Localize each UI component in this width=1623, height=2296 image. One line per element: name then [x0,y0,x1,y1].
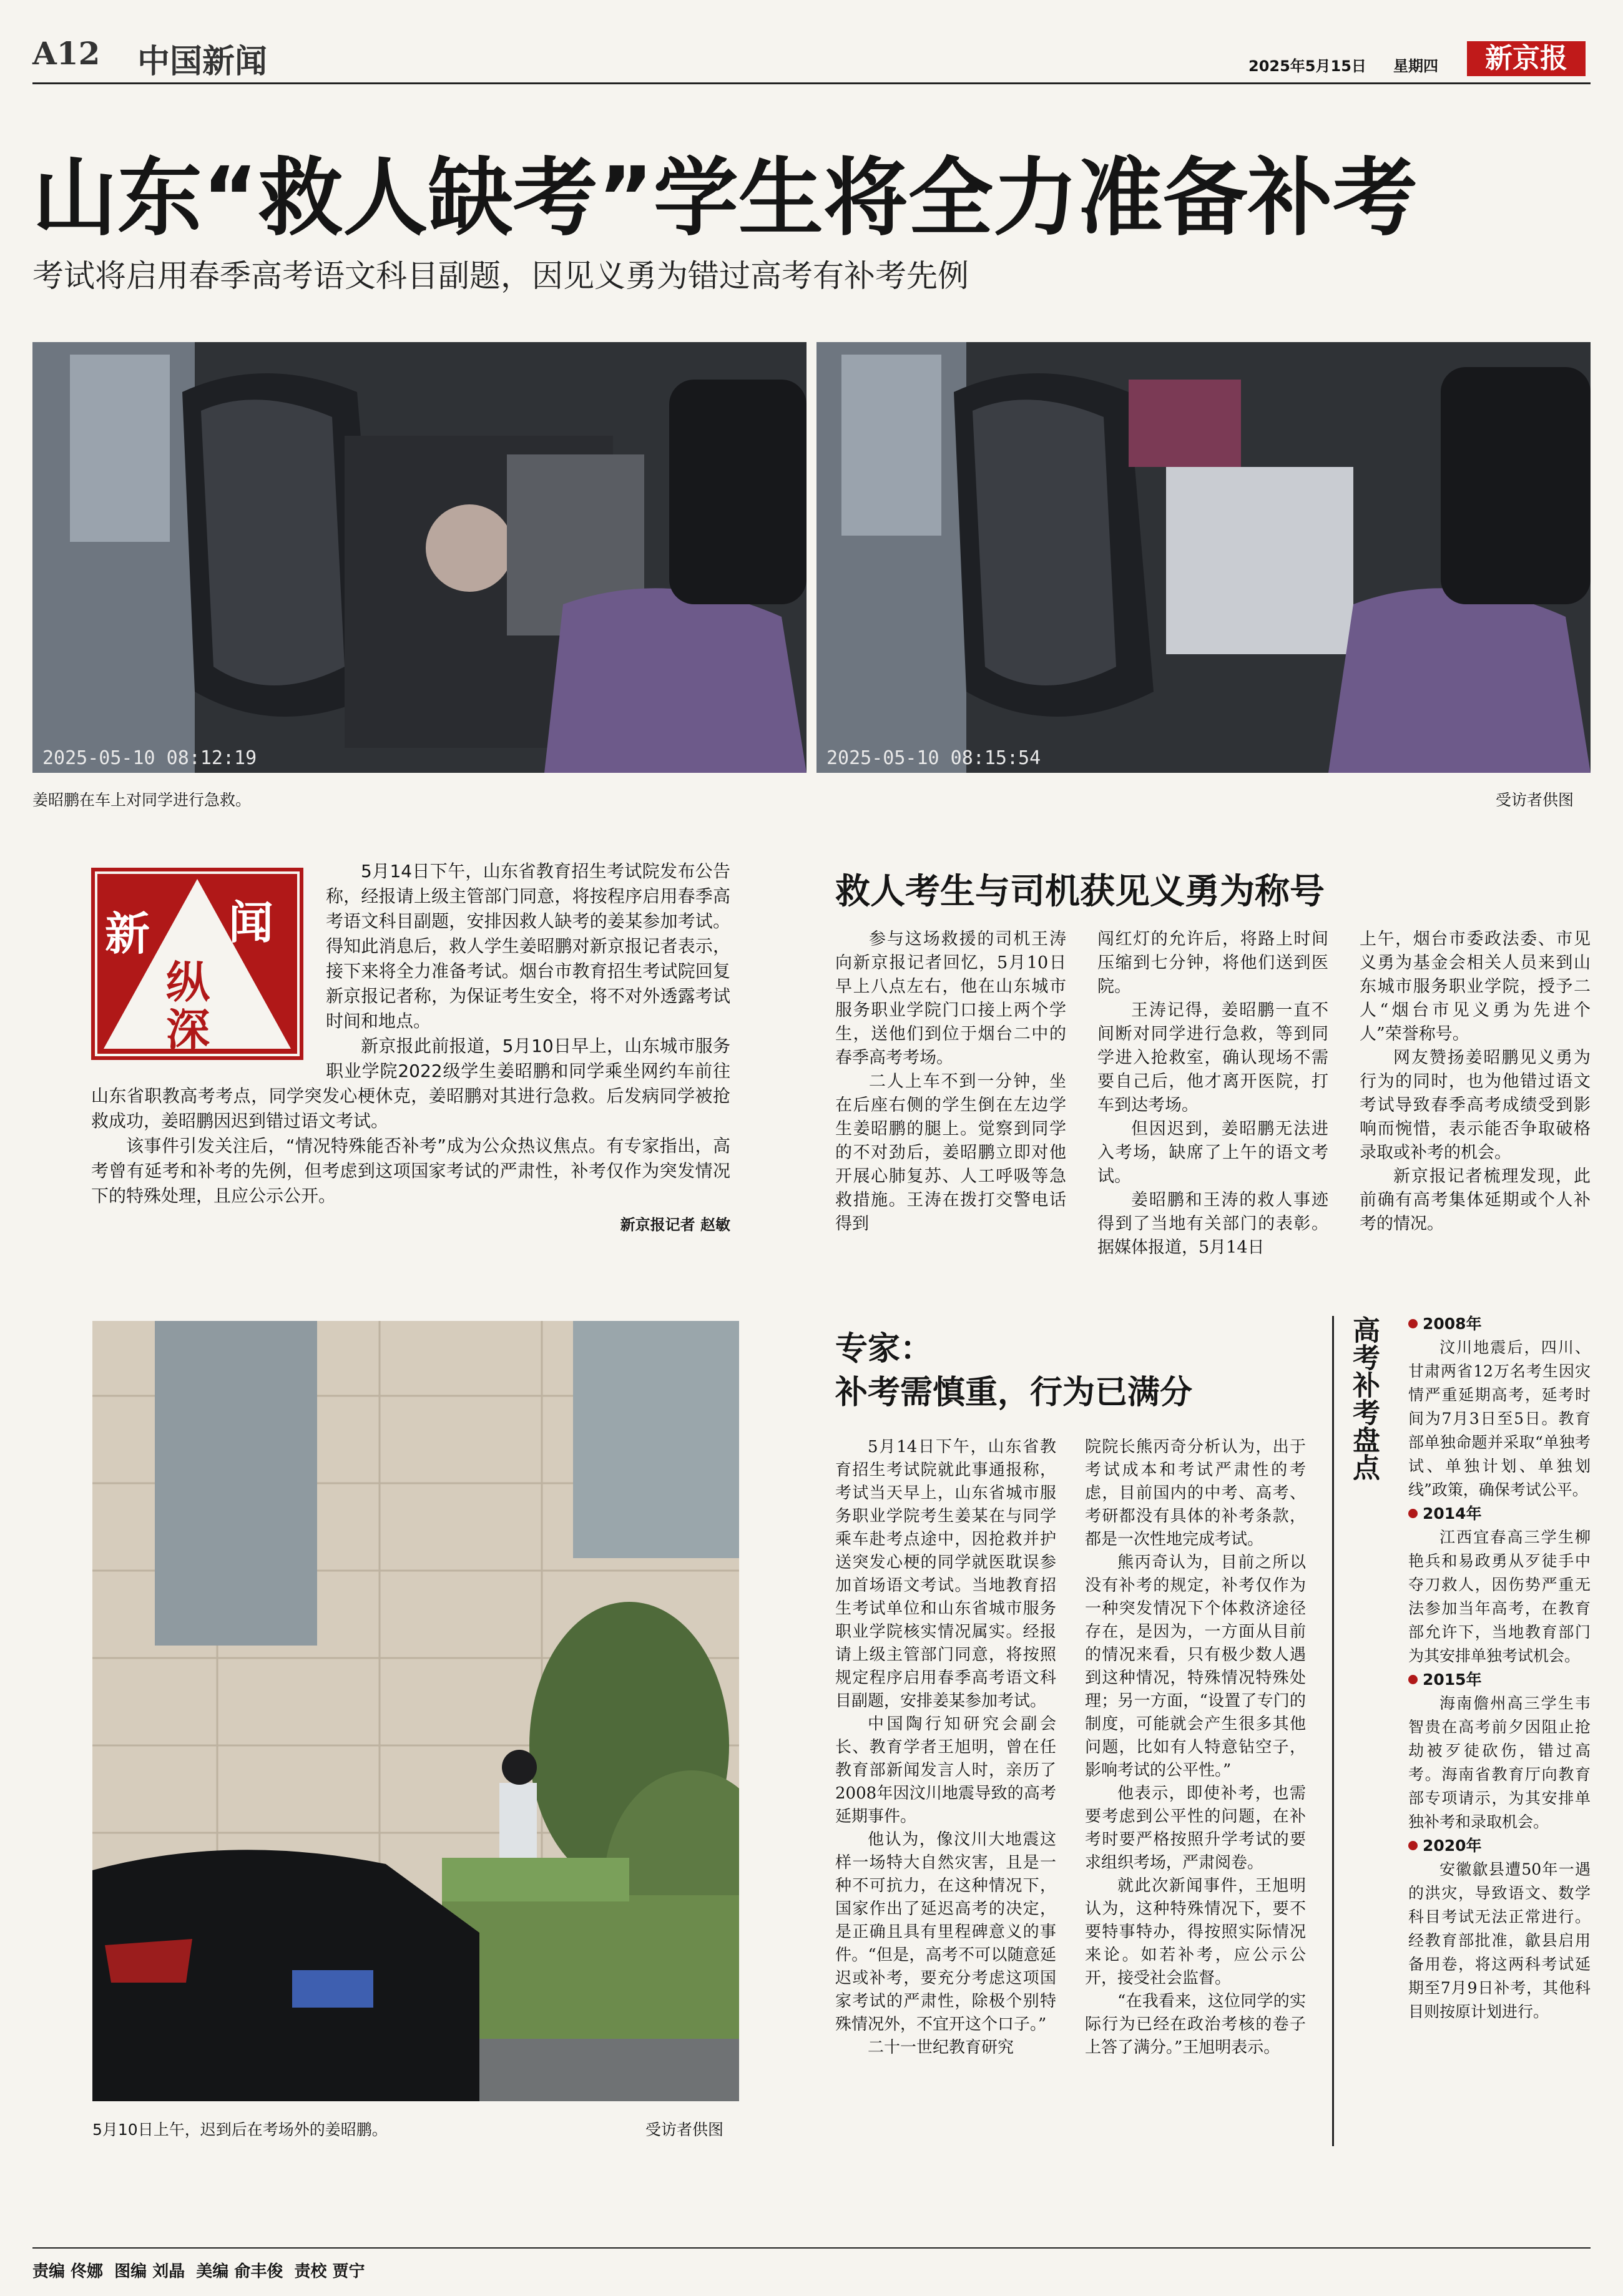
logo-char-4: 深 [166,1004,210,1056]
headline: 山东“救人缺考”学生将全力准备补考 [32,149,1418,248]
section-2-title-line-1: 专家： [835,1330,933,1368]
lead-paragraph: 该事件引发关注后，“情况特殊能否补考”成为公众热议焦点。有专家指出，高考曾有延考和补考的先例，但考虑到这项国家考试的严肃性，补考仅作为突发情况下的特殊处理，且应公示公开。 [91,1136,730,1206]
logo-char-1: 新 [105,908,150,960]
street-photo-caption: 5月10日上午，迟到后在考场外的姜昭鹏。 [92,2121,388,2139]
section-2-title-line-2: 补考需慎重，行为已满分 [835,1374,1193,1411]
timeline-divider [1332,1316,1334,2146]
lead-story [91,859,730,1237]
section-1-col-3: 上午，烟台市委政法委、市见义勇为基金会相关人员来到山东城市服务职业学院，授予二人“烟台市见义勇为先进个人”荣誉称号。 网友赞扬姜昭鹏见义勇为行为的同时，也为他错过语文考试导致春季高考成绩受到影响而惋惜，表示能否争取破格录取或补考的机会。 新京报记者梳理发现，此前确有高考集体延期或个人补考的情况。 [1360,930,1591,1234]
timeline-text: 江西宜春高三学生柳艳兵和易政勇从歹徒手中夺刀救人，因伤势严重无法参加当年高考，在教育部允许下，当地教育部门为其安排单独考试机会。 [1408,1528,1591,1665]
timeline-title: 高考补考盘点 [1348,1316,1380,1481]
timeline-year: 2008年 [1408,1312,1591,1336]
logo-char-2: 闻 [228,896,274,949]
lead-paragraph: 新京报此前报道，5月10日早上，山东城市服务职业学院2022级学生姜昭鹏和同学乘坐网约车前往山东省职教高考考点，同学突发心梗休克，姜昭鹏对其进行急救。后发病同学被抢救成功，姜昭鹏因迟到错过语文考试。 [91,1036,730,1131]
page-number: A12 [32,35,101,72]
dashcam-photo-1 [32,342,807,773]
masthead-rule [32,82,1591,84]
photo-credit-top: 受访者供图 [1496,791,1574,809]
timeline-text: 汶川地震后，四川、甘肃两省12万名考生因灾情严重延期高考，延考时间为7月3日至5日。教育部单独命题并采取“单独考试、单独计划、单独划线”政策，确保考试公平。 [1408,1338,1591,1499]
timeline-text: 安徽歙县遭50年一遇的洪灾，导致语文、数学科目考试无法正常进行。经教育部批准，歙县启用备用卷，将这两科考试延期至7月9日补考，其他科目则按原计划进行。 [1408,1860,1591,2021]
footer-rule [32,2247,1591,2249]
timestamp-2: 2025-05-10 08:15:54 [826,747,1041,769]
street-photo [92,1321,739,2101]
lead-paragraph: 5月14日下午，山东省教育招生考试院发布公告称，经报请上级主管部门同意，将按程序启用春季高考语文科目副题，安排因救人缺考的姜某参加考试。得知此消息后，救人学生姜昭鹏对新京报记者表示，接下来将全力准备考试。烟台市教育招生考试院回复新京报记者称，为保证考生安全，将不对外透露考试时间和地点。 [326,861,730,1031]
subheadline: 考试将启用春季高考语文科目副题，因见义勇为错过高考有补考先例 [32,258,969,294]
lead-byline: 新京报记者 赵敏 [620,1216,730,1234]
dashcam-photo-2 [816,342,1591,773]
timeline-text: 海南儋州高三学生韦智贵在高考前夕因阻止抢劫被歹徒砍伤，错过高考。海南省教育厅向教育部专项请示，为其安排单独补考和录取机会。 [1408,1694,1591,1831]
timeline [1408,1312,1591,2024]
section-name: 中国新闻 [137,43,268,81]
logo-char-3: 纵 [166,957,210,1008]
timeline-year: 2015年 [1408,1668,1591,1692]
timestamp-1: 2025-05-10 08:12:19 [42,747,257,769]
timeline-year: 2020年 [1408,1834,1591,1858]
section-2-col-2: 院院长熊丙奇分析认为，出于考试成本和考试严肃性的考虑，目前国内的中考、高考、考研都没有具体的补考条款，都是一次性地完成考试。 熊丙奇认为，目前之所以没有补考的规定，补考仅作为一种突发情况下个体救济途径存在，是因为，一方面从目前的情况来看，只有极少数人遇到这种情况，特殊情况特殊处理；另一方面，“设置了专门的制度，可能就会产生很多其他问题，比如有人特意钻空子，影响考试的公平性。” 他表示，即使补考，也需要考虑到公平性的问题，在补考时要严格按照升学考试的要求组织考场，严肃阅卷。 就此次新闻事件，王旭明认为，这种特殊情况下，要不要特事特办，得按照实际情况来论。如若补考，应公示公开，接受社会监督。 “在我看来，这位同学的实际行为已经在政治考核的卷子上答了满分。”王旭明表示。 [1085,1438,1306,2057]
section-1-col-1: 参与这场救援的司机王涛向新京报记者回忆，5月10日早上八点左右，他在山东城市服务职业学院门口接上两个学生，送他们到位于烟台二中的春季高考考场。 二人上车不到一分钟，坐在后座右侧的学生倒在左边学生姜昭鹏的腿上。觉察到同学的不对劲后，姜昭鹏立即对他开展心肺复苏、人工呼吸等急救措施。王涛在拨打交警电话得到 [835,930,1066,1234]
section-2-col-1: 5月14日下午，山东省教育招生考试院就此事通报称，考试当天早上，山东省城市服务职业学院考生姜某在与同学乘车赴考点途中，因抢救并护送突发心梗的同学就医耽误参加首场语文考试。当地教育招生考试单位和山东省城市服务职业学院核实情况属实。经报请上级主管部门同意，将按照规定程序启用春季高考语文科目副题，安排姜某参加考试。 中国陶行知研究会副会长、教育学者王旭明，曾在任教育部新闻发言人时，亲历了2008年因汶川地震导致的高考延期事件。 他认为，像汶川大地震这样一场特大自然灾害，且是一种不可抗力，在这种情况下，国家作出了延迟高考的决定，是正确且具有里程碑意义的事件。“但是，高考不可以随意延迟或补考，要充分考虑这项国家考试的严肃性，除极个别特殊情况外，不宜开这个口子。” 二十一世纪教育研究 [835,1438,1056,2057]
editor-credits: 责编 佟娜 图编 刘晶 美编 俞丰俊 责校 贾宁 [32,2262,365,2281]
section-1-col-2: 闯红灯的允许后，将路上时间压缩到七分钟，将他们送到医院。 王涛记得，姜昭鹏一直不间断对同学进行急救，等到同学进入抢救室，确认现场不需要自己后，他才离开医院，打车到达考场。 但因迟到，姜昭鹏无法进入考场，缺席了上午的语文考试。 姜昭鹏和王涛的救人事迹得到了当地有关部门的表彰。据媒体报道，5月14日 [1097,930,1328,1257]
issue-weekday: 星期四 [1393,57,1438,75]
paper-logo: 新京报 [1467,41,1586,76]
section-1-title: 救人考生与司机获见义勇为称号 [835,871,1325,912]
timeline-year: 2014年 [1408,1502,1591,1526]
issue-date: 2025年5月15日 [1248,57,1366,75]
photo-caption-top: 姜昭鹏在车上对同学进行急救。 [32,791,252,809]
street-photo-credit: 受访者供图 [645,2121,724,2139]
